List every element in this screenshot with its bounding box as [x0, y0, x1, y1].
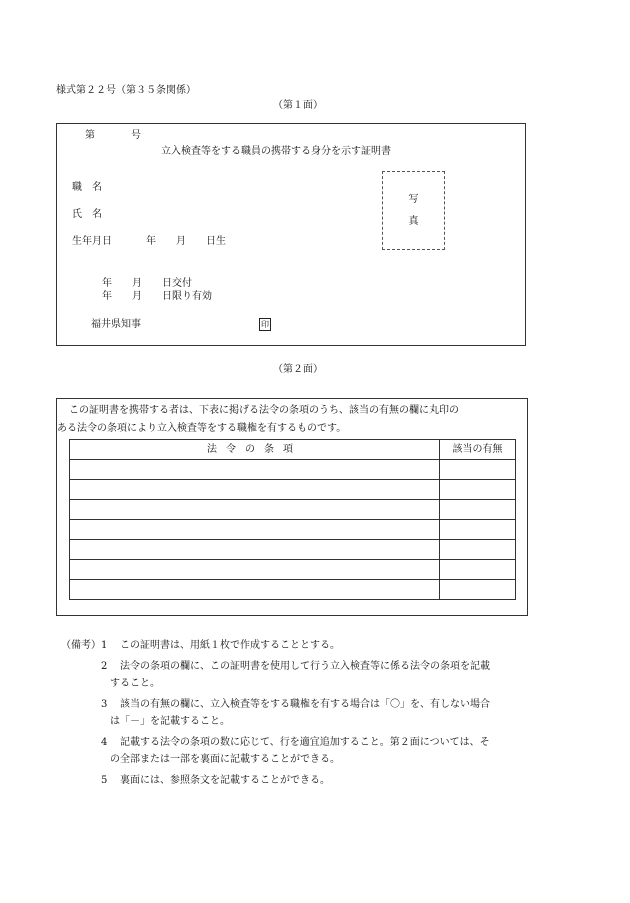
certificate-title: 立入検査等をする職員の携帯する身分を示す証明書: [161, 146, 391, 157]
table-row: [70, 540, 516, 560]
table-header-row: [70, 440, 516, 460]
table-row: [70, 500, 516, 520]
remark-3-text-cont: は「－」を記載すること。: [110, 716, 230, 727]
clause-cell: [70, 500, 440, 520]
remark-1-text: この証明書は、用紙１枚で作成することとする。: [120, 640, 340, 651]
table-row: [70, 560, 516, 580]
birth-date-label: 生年月日: [72, 236, 112, 247]
applicable-cell: [440, 520, 516, 540]
remark-5-num: 5: [101, 775, 108, 786]
photo-char-1: 写: [408, 194, 419, 205]
clauses-table: [69, 439, 516, 600]
number-prefix: 第: [85, 130, 95, 141]
birth-date-format: 年 月 日生: [146, 236, 226, 247]
seal-stamp: 印: [261, 320, 269, 329]
table-row: [70, 480, 516, 500]
front-card: [56, 123, 526, 346]
applicable-cell: [440, 560, 516, 580]
issuer-name: 福井県知事: [91, 319, 141, 330]
table-row: [70, 580, 516, 600]
back-card: [56, 398, 528, 616]
remark-4-text-cont: の全部または一部を裏面に記載することができる。: [110, 754, 340, 765]
header-clauses: 法令の条項: [70, 440, 440, 460]
clause-cell: [70, 540, 440, 560]
number-suffix: 号: [131, 130, 141, 141]
applicable-cell: [440, 500, 516, 520]
clause-cell: [70, 520, 440, 540]
applicable-cell: [440, 480, 516, 500]
remark-2-text-cont: すること。: [110, 678, 160, 689]
intro-line-2: ある法令の条項により立入検査等をする職権を有するものです。: [57, 423, 347, 434]
table-row: [70, 460, 516, 480]
clause-cell: [70, 480, 440, 500]
applicable-cell: [440, 460, 516, 480]
applicable-cell: [440, 580, 516, 600]
applicable-cell: [440, 540, 516, 560]
clause-cell: [70, 580, 440, 600]
form-number: 様式第２２号（第３５条関係）: [56, 85, 196, 96]
photo-char-2: 真: [408, 216, 419, 227]
remark-3-text: 該当の有無の欄に、立入検査等をする職権を有する場合は「〇」を、有しない場合: [120, 699, 490, 710]
remark-1-num: 1: [101, 640, 108, 651]
back-side-label: （第２面）: [273, 364, 323, 375]
remarks-label: （備考）: [61, 640, 101, 651]
front-side-label: （第１面）: [273, 100, 323, 111]
clause-cell: [70, 560, 440, 580]
header-applicable: 該当の有無: [440, 440, 516, 460]
intro-line-1: この証明書を携帯する者は、下表に掲げる法令の条項のうち、該当の有無の欄に丸印の: [69, 405, 459, 416]
clause-cell: [70, 460, 440, 480]
valid-until-date: 年 月 日限り有効: [102, 291, 212, 302]
remark-2-text: 法令の条項の欄に、この証明書を使用して行う立入検査等に係る法令の条項を記載: [120, 661, 490, 672]
name-label: 氏 名: [72, 209, 102, 220]
remark-2-num: 2: [101, 661, 108, 672]
remark-3-num: 3: [101, 699, 108, 710]
remark-5-text: 裏面には、参照条文を記載することができる。: [120, 775, 330, 786]
remark-4-text: 記載する法令の条項の数に応じて、行を適宜追加すること。第２面については、そ: [120, 737, 490, 748]
job-title-label: 職 名: [72, 182, 102, 193]
photo-placeholder: [382, 171, 445, 250]
issued-date: 年 月 日交付: [102, 278, 192, 289]
remark-4-num: 4: [101, 737, 108, 748]
table-row: [70, 520, 516, 540]
